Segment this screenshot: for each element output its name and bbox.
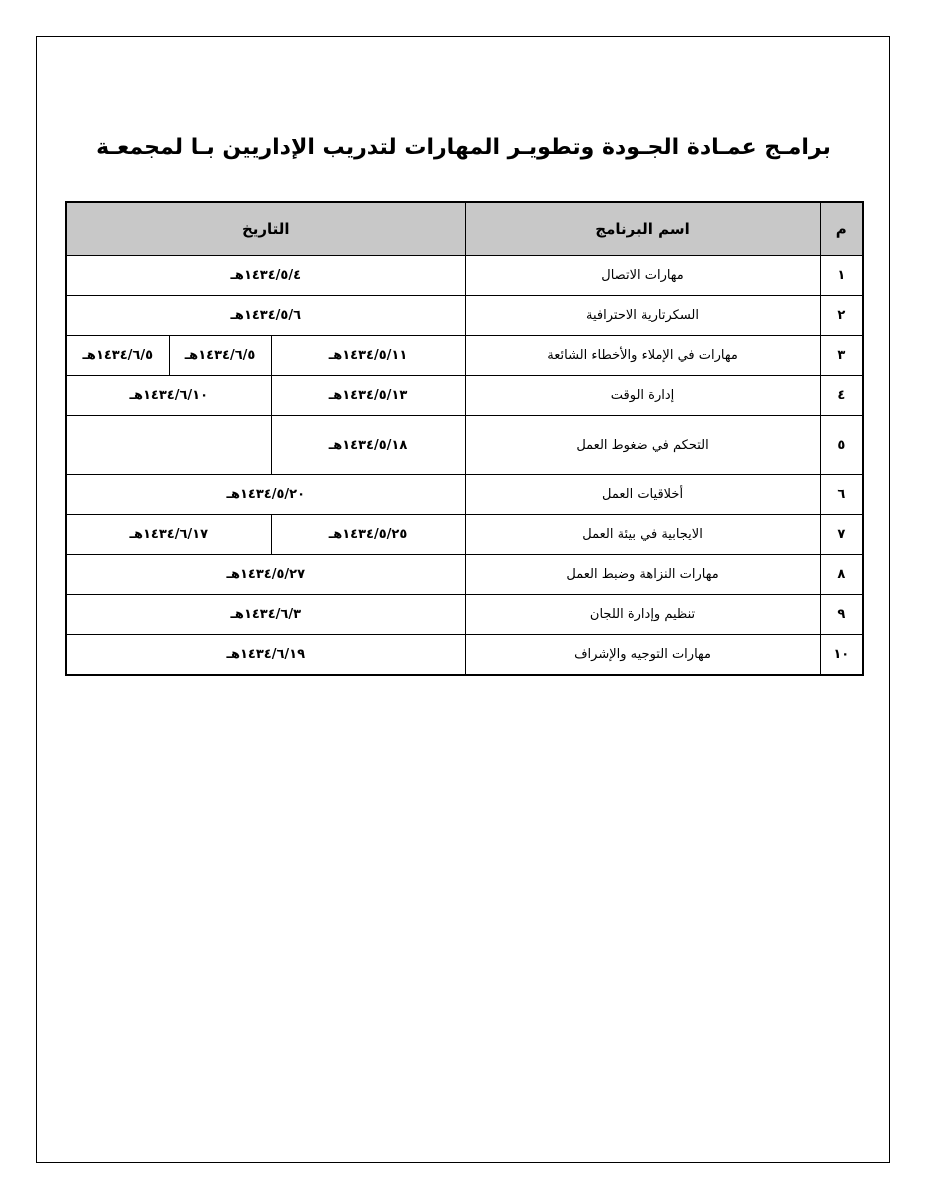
header-num: م	[820, 202, 863, 256]
program-name: أخلاقيات العمل	[465, 475, 820, 515]
header-program: اسم البرنامج	[465, 202, 820, 256]
table-row	[66, 595, 863, 635]
table-row	[66, 336, 863, 376]
program-name: إدارة الوقت	[465, 376, 820, 416]
program-name: الايجابية في بيئة العمل	[465, 515, 820, 555]
row-number: ٥	[820, 416, 863, 475]
program-name: السكرتارية الاحترافية	[465, 296, 820, 336]
row-number: ٢	[820, 296, 863, 336]
row-number: ٧	[820, 515, 863, 555]
table-row	[66, 555, 863, 595]
program-date: ١٤٣٤/٦/٣هـ	[66, 595, 465, 635]
program-date: ١٤٣٤/٥/٢٠هـ	[66, 475, 465, 515]
program-date: ١٤٣٤/٦/١٧هـ	[66, 515, 271, 555]
program-date	[66, 416, 271, 475]
table-row	[66, 635, 863, 676]
row-number: ٣	[820, 336, 863, 376]
program-date: ١٤٣٤/٥/٢٧هـ	[66, 555, 465, 595]
row-number: ١٠	[820, 635, 863, 676]
row-number: ١	[820, 256, 863, 296]
program-date: ١٤٣٤/٦/٥هـ	[169, 336, 271, 376]
row-number: ٨	[820, 555, 863, 595]
document-title: برامـج عمـادة الجـودة وتطويـر المهارات لتدريب الإداريين بـا لمجمعـة	[96, 135, 831, 160]
table-row	[66, 296, 863, 336]
table-row	[66, 515, 863, 555]
program-date: ١٤٣٤/٦/١٠هـ	[66, 376, 271, 416]
program-date: ١٤٣٤/٦/١٩هـ	[66, 635, 465, 676]
program-name: مهارات الاتصال	[465, 256, 820, 296]
program-date: ١٤٣٤/٥/١٣هـ	[271, 376, 465, 416]
row-number: ٩	[820, 595, 863, 635]
header-date: التاريخ	[66, 202, 465, 256]
program-name: مهارات في الإملاء والأخطاء الشائعة	[465, 336, 820, 376]
program-date: ١٤٣٤/٥/٦هـ	[66, 296, 465, 336]
table-header-row	[66, 202, 863, 256]
program-name: التحكم في ضغوط العمل	[465, 416, 820, 475]
program-date: ١٤٣٤/٥/١٨هـ	[271, 416, 465, 475]
program-date: ١٤٣٤/٦/٥هـ	[66, 336, 169, 376]
table-row	[66, 256, 863, 296]
program-date: ١٤٣٤/٥/٤هـ	[66, 256, 465, 296]
row-number: ٦	[820, 475, 863, 515]
program-name: مهارات التوجيه والإشراف	[465, 635, 820, 676]
table-row	[66, 376, 863, 416]
program-date: ١٤٣٤/٥/١١هـ	[271, 336, 465, 376]
program-name: تنظيم وإدارة اللجان	[465, 595, 820, 635]
row-number: ٤	[820, 376, 863, 416]
program-date: ١٤٣٤/٥/٢٥هـ	[271, 515, 465, 555]
program-name: مهارات النزاهة وضبط العمل	[465, 555, 820, 595]
table-row	[66, 416, 863, 475]
table-row	[66, 475, 863, 515]
programs-table	[65, 201, 864, 676]
